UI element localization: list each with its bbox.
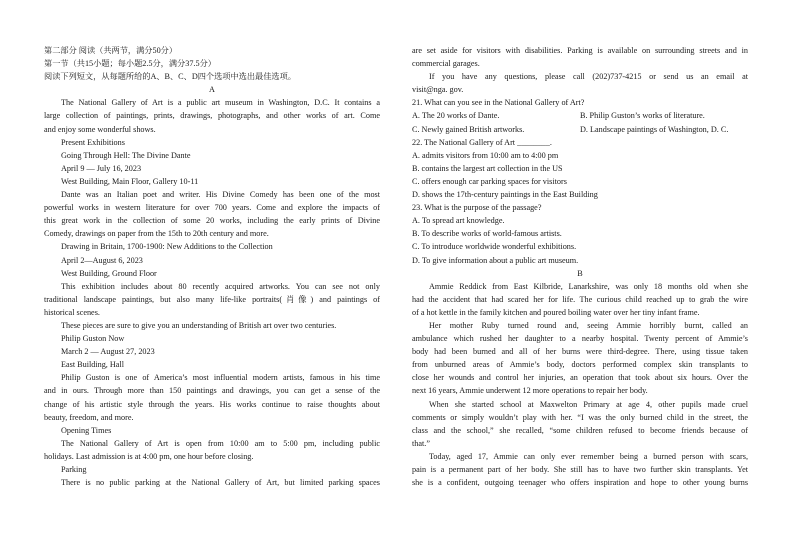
text-line: close her wounds and control her injuries, an operation that took about six hours. Over the <box>412 373 748 383</box>
text-line: commercial garages. <box>412 59 480 69</box>
option-d: D. To give information about a public art museum. <box>412 255 579 265</box>
text-line: body had been burned and all of her burns were third-degree. There, using tissue taken <box>412 347 748 357</box>
question-stem: 21. What can you see in the National Gallery of Art? <box>412 98 585 108</box>
right-column <box>412 44 748 489</box>
exhibition-location: West Building, Ground Floor <box>61 268 157 278</box>
text-line: Dante was an Italian poet and writer. His Divine Comedy has been one of the most <box>61 190 380 200</box>
question-stem: 23. What is the purpose of the passage? <box>412 203 542 213</box>
exhibition-3 <box>44 332 380 424</box>
text-line: The National Gallery of Art is a public art museum in Washington, D.C. It contains a <box>61 98 380 108</box>
option-c: C. offers enough car parking spaces for visitors <box>412 176 567 186</box>
text-line: of a hot kettle in the family kitchen and poured boiling water over her tiny infant frame. <box>412 307 700 317</box>
text-line: The National Gallery of Art is open from 10:00 am to 5:00 pm, including public <box>61 438 380 448</box>
opening-times-heading: Opening Times <box>61 425 112 435</box>
text-line: holidays. Last admission is at 4:00 pm, one hour before closing. <box>44 451 254 461</box>
passage-b-paragraph-3 <box>412 398 748 450</box>
text-line: class and the school,” she recalled, “some children refused to become friends because of <box>412 425 748 435</box>
text-line: Today, aged 17, Ammie can only ever remember being a burned person with scars, <box>429 451 748 461</box>
option-d: D. Landscape paintings of Washington, D. C. <box>580 124 729 134</box>
passage-b-paragraph-2 <box>412 319 748 398</box>
exhibition-1 <box>44 149 380 241</box>
exhibition-dates: April 2—August 6, 2023 <box>61 255 143 265</box>
text-line: When she started school at Maxwelton Primary at age 4, other pupils made cruel <box>429 399 748 409</box>
text-line: next 16 years, Ammie underwent 12 more operations to repair her body. <box>412 386 648 396</box>
option-a: A. admits visitors from 10:00 am to 4:00 pm <box>412 150 559 160</box>
exhibition-title: Drawing in Britain, 1700-1900: New Additions to the Collection <box>61 242 273 252</box>
text-line: and in ours. Through more than 150 paintings and drawings, you can get a sense of the <box>44 386 380 396</box>
text-line: pain is a permanent part of her body. She still has to have two further skin transplants. Yet <box>412 465 748 474</box>
instruction: 阅读下列短文，从每题所给的A、B、C、D四个选项中选出最佳选项。 <box>44 72 296 82</box>
option-b: B. To describe works of world-famous artists. <box>412 229 562 239</box>
passage-b-label: B <box>577 268 583 278</box>
text-line: There is no public parking at the National Gallery of Art, but limited parking spaces <box>61 478 380 488</box>
option-b: B. contains the largest art collection in the US <box>412 163 563 173</box>
exhibition-2 <box>44 240 380 332</box>
text-line: and enjoy some wonderful shows. <box>44 124 156 134</box>
exhibition-location: West Building, Main Floor, Gallery 10-11 <box>61 176 199 186</box>
exhibition-title: Philip Guston Now <box>61 334 125 344</box>
left-column <box>44 44 380 489</box>
text-line: comments or simply wouldn’t play with her. “I was the only burned child in the street, the <box>412 412 748 422</box>
text-line: are set aside for visitors with disabilities. Parking is available on surrounding streets and in <box>412 46 748 55</box>
option-c: C. To introduce worldwide wonderful exhibitions. <box>412 242 577 252</box>
parking-heading: Parking <box>61 465 87 474</box>
exhibition-title: Going Through Hell: The Divine Dante <box>61 150 191 160</box>
exhibition-dates: March 2 — August 27, 2023 <box>61 347 155 357</box>
question-stem: 22. The National Gallery of Art ________. <box>412 137 552 147</box>
text-line: ambulance which rushed her daughter to a nearby hospital. Twenty percent of Ammie’s <box>412 334 748 344</box>
option-a: A. To spread art knowledge. <box>412 216 505 226</box>
text-line: This exhibition includes about 80 recently acquired artworks. You can see not only <box>61 281 380 291</box>
section-header: 第二部分 阅读（共两节，满分50分） <box>44 46 178 55</box>
text-line: she is a confident, outgoing teenager who offers inspiration and hope to other young burns <box>412 478 748 488</box>
exhibition-dates: April 9 — July 16, 2023 <box>61 163 142 173</box>
text-line: historical scenes. <box>44 307 100 317</box>
intro-paragraph <box>44 96 380 135</box>
option-c: C. Newly gained British artworks. <box>412 124 525 134</box>
text-line: large collection of paintings, prints, drawings, photographs, and other works of art. Come <box>44 111 380 121</box>
text-line: powerful works in western literature for over 700 years. Come and explore the impacts of <box>44 203 380 213</box>
text-line: traditional landscape paintings, but also many life-like portraits(肖像) and paintings of <box>44 294 380 304</box>
passage-b-paragraph-1 <box>412 280 748 319</box>
exhibition-location: East Building, Hall <box>61 360 124 370</box>
question-21 <box>412 96 748 135</box>
option-a: A. The 20 works of Dante. <box>412 111 500 121</box>
text-line: beauty, freedom, and more. <box>44 412 134 422</box>
text-line: visit@nga. gov. <box>412 85 464 95</box>
text-line: Comedy, drawings on paper from the 15th to 20th century and more. <box>44 229 269 239</box>
passage-a-label: A <box>209 85 215 95</box>
text-line: that.” <box>412 438 430 448</box>
question-22 <box>412 136 748 201</box>
passage-b-paragraph-4 <box>412 450 748 489</box>
subsection-header: 第一节（共15小题；每小题2.5分，满分37.5分） <box>44 59 216 69</box>
option-b: B. Philip Guston’s works of literature. <box>580 111 705 121</box>
question-23 <box>412 201 748 266</box>
text-line: If you have any questions, please call (202)737-4215 or send us an email at <box>429 72 748 82</box>
text-line: change of his artistic style through the years. His works continue to raise thoughts about <box>44 399 380 409</box>
text-line: had the accident that had scared her for life. The curious child reached up to grab the wire <box>412 294 748 304</box>
text-line: Her mother Ruby turned round and, seeing Ammie horribly burnt, called an <box>429 320 748 330</box>
text-line: this great work in the collection of some 20 works, including the early prints of Divine <box>44 216 380 226</box>
text-line: from unburned areas of Ammie’s body, doctors performed complex skin transplants to <box>412 360 748 370</box>
text-line: These pieces are sure to give you an understanding of British art over two centuries. <box>61 320 337 330</box>
option-d: D. shows the 17th-century paintings in the East Building <box>412 190 598 200</box>
text-line: Philip Guston is one of America’s most influential modern artists, famous in his time <box>61 373 380 383</box>
present-exhibitions-heading: Present Exhibitions <box>61 137 125 147</box>
text-line: Ammie Reddick from East Kilbride, Lanarkshire, was only 18 months old when she <box>429 281 748 291</box>
